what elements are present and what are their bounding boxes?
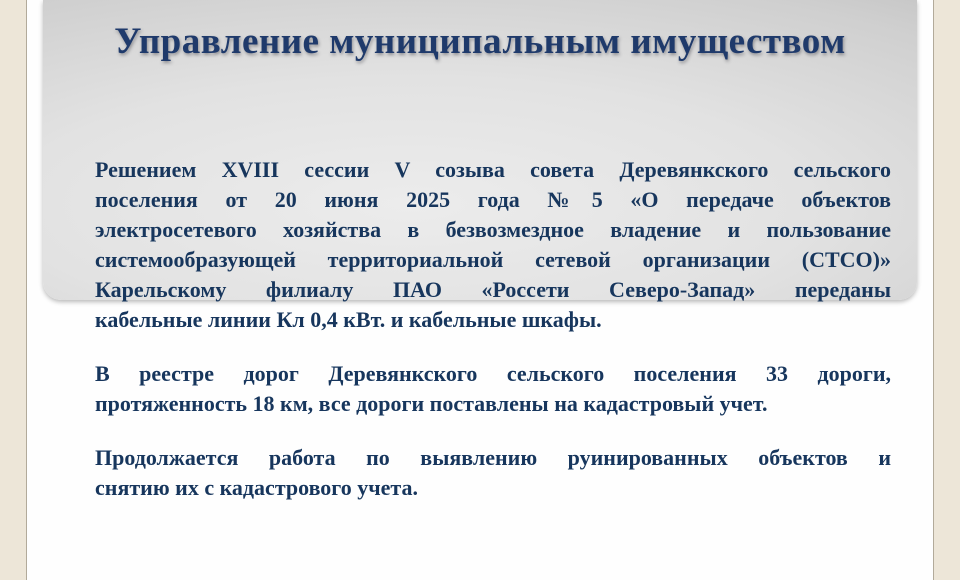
text-line: протяженность 18 км, все дороги поставлены на кадастровый учет. <box>95 391 768 416</box>
paragraph <box>95 443 891 503</box>
slide-body-text <box>95 155 891 527</box>
text-line: В реестре дорог Деревянкского сельского поселения 33 дороги, <box>95 361 891 386</box>
paragraph <box>95 155 891 335</box>
paragraph <box>95 359 891 419</box>
text-line: снятию их с кадастрового учета. <box>95 475 418 500</box>
text-line: системообразующей территориальной сетевой организации (СТСО)» <box>95 247 891 272</box>
text-line: Продолжается работа по выявлению руинированных объектов и <box>95 445 891 470</box>
text-line: Карельскому филиалу ПАО «Россети Северо-Запад» переданы <box>95 277 891 302</box>
text-line: кабельные линии Кл 0,4 кВт. и кабельные шкафы. <box>95 307 602 332</box>
slide <box>26 0 934 580</box>
text-line: поселения от 20 июня 2025 года №5 «О передаче объектов <box>95 187 891 212</box>
text-line: электросетевого хозяйства в безвозмездное владение и пользование <box>95 217 891 242</box>
slide-title: Управление муниципальным имуществом <box>114 21 846 62</box>
text-line: Решением XVIII сессии V созыва совета Деревянкского сельского <box>95 157 891 182</box>
